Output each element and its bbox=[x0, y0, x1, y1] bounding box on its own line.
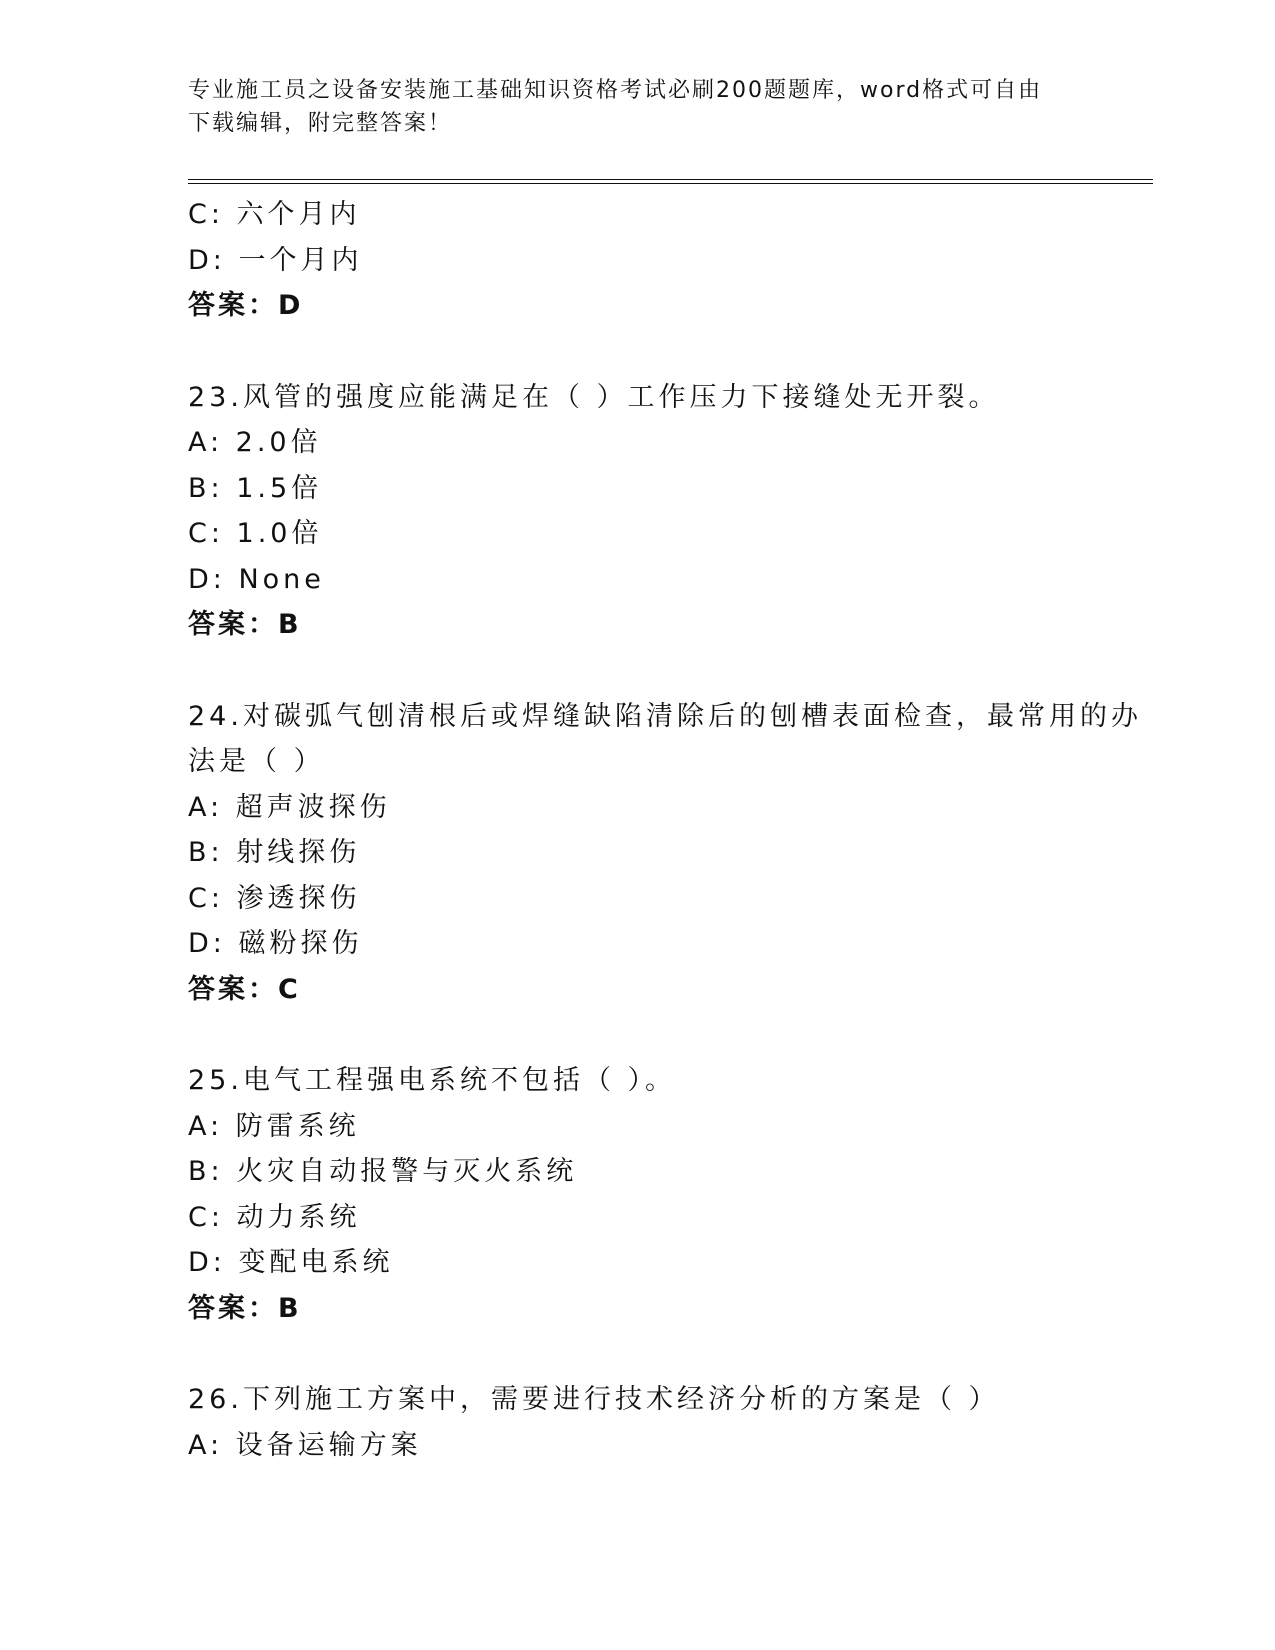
option-c: C: 1.0倍 bbox=[188, 518, 323, 549]
spacer bbox=[188, 329, 1088, 375]
spacer bbox=[188, 1331, 1088, 1377]
question-text-line-2: 法是（ ） bbox=[188, 746, 325, 777]
question-list bbox=[188, 192, 1142, 1468]
question-text-line-1: 24.对碳弧气刨清根后或焊缝缺陷清除后的刨槽表面检查，最常用的办 bbox=[188, 700, 1142, 732]
option-b: B: 火灾自动报警与灭火系统 bbox=[188, 1156, 578, 1187]
option-c: C: 渗透探伤 bbox=[188, 882, 361, 914]
document-header bbox=[188, 74, 1088, 140]
option-b: B: 射线探伤 bbox=[188, 837, 361, 868]
question-22-tail bbox=[188, 192, 1088, 329]
option-d: D: 变配电系统 bbox=[188, 1247, 394, 1278]
option-a: A: 超声波探伤 bbox=[188, 791, 391, 823]
question-text: 23.风管的强度应能满足在（ ）工作压力下接缝处无开裂。 bbox=[188, 381, 1000, 413]
question-text: 25.电气工程强电系统不包括（ ）。 bbox=[188, 1065, 677, 1096]
question-24 bbox=[188, 694, 1142, 1013]
option-d: D: 磁粉探伤 bbox=[188, 928, 363, 959]
question-26 bbox=[188, 1377, 1088, 1468]
spacer bbox=[188, 648, 1088, 694]
question-23 bbox=[188, 375, 1088, 648]
option-d: D: None bbox=[188, 563, 325, 595]
header-divider-bottom bbox=[188, 183, 1153, 184]
option-d: D: 一个月内 bbox=[188, 244, 363, 276]
header-line-2: 下载编辑，附完整答案！ bbox=[188, 111, 453, 136]
option-b: B: 1.5倍 bbox=[188, 472, 323, 504]
answer-line: 答案：D bbox=[188, 290, 304, 321]
answer-line: 答案：C bbox=[188, 973, 301, 1005]
option-a: A: 防雷系统 bbox=[188, 1110, 360, 1142]
spacer bbox=[188, 1012, 1088, 1058]
option-a: A: 设备运输方案 bbox=[188, 1429, 422, 1461]
answer-line: 答案：B bbox=[188, 609, 302, 640]
option-a: A: 2.0倍 bbox=[188, 427, 322, 458]
question-text: 26.下列施工方案中，需要进行技术经济分析的方案是（ ） bbox=[188, 1384, 1000, 1415]
option-c: C: 动力系统 bbox=[188, 1201, 361, 1233]
question-25 bbox=[188, 1058, 1088, 1331]
option-c: C: 六个月内 bbox=[188, 199, 361, 230]
header-divider-top bbox=[188, 179, 1153, 180]
header-line-1: 专业施工员之设备安装施工基础知识资格考试必刷200题题库，word格式可自由 bbox=[188, 78, 1043, 103]
answer-line: 答案：B bbox=[188, 1292, 302, 1324]
